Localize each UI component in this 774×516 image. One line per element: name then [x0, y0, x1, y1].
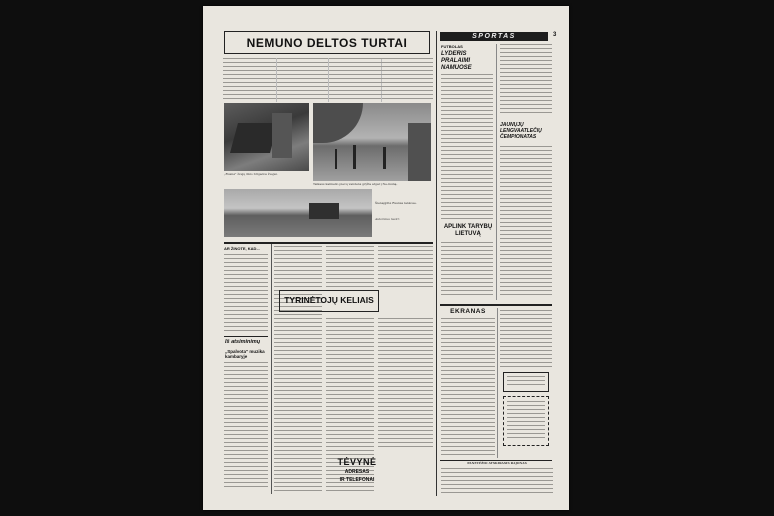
tevyne-title: TĖVYNĖ	[337, 457, 377, 467]
center-column-2	[326, 246, 374, 288]
center-column-3-lower	[378, 318, 433, 452]
notice-box-1-text	[507, 376, 545, 390]
sports-col-2-lower	[500, 146, 552, 300]
riverside-photo	[313, 103, 431, 181]
feature-kicker: Iš atsiminimų	[225, 339, 261, 345]
center-column-3	[378, 246, 433, 288]
center-column-1	[274, 246, 322, 494]
did-you-know-text	[224, 254, 268, 332]
sports-headline: LYDERIS PRALAIMI NAMUOSE	[441, 51, 472, 71]
fishermen-photo	[224, 103, 309, 171]
center-article-title: TYRINĖTOJŲ KELIAIS	[284, 295, 374, 305]
tour-headline: APLINK TARYBŲ LIETUVĄ	[443, 224, 493, 237]
sports-section-title: SPORTAS	[472, 33, 516, 40]
screens-listing-right	[500, 310, 552, 370]
page-number: 3	[553, 32, 557, 38]
tour-text	[441, 242, 493, 300]
photo-credit: Autoriaus nuotr.	[375, 217, 400, 221]
sports-col-1	[441, 74, 493, 222]
fishermen-caption: „Rusnė" žvejų ūkio brigados žvejai.	[224, 172, 278, 176]
riverside-caption: Taikaus kaimelio pievų vandens grįžta atgal į Ne-muną.	[313, 182, 398, 186]
haymaking-caption: Šienapjūtė Rusnės lankose.	[375, 201, 417, 205]
screens-listing-left	[441, 318, 495, 458]
screens-title: EKRANAS	[450, 308, 486, 315]
did-you-know-heading: AR ŽINOTE, KAD...	[224, 246, 260, 251]
tevyne-line-2: IR TELEFONAI	[339, 477, 375, 483]
main-article-title: NEMUNO DELTOS TURTAI	[246, 36, 408, 50]
publisher-details	[441, 468, 553, 496]
sports-col-2	[500, 44, 552, 118]
notice-box-2-text	[507, 401, 545, 443]
athletics-headline: JAUNŲJŲ LENGVAATLEČIŲ ČEMPIONATAS	[500, 122, 542, 140]
feature-title: „Spalvota" muzika kambaryje	[225, 349, 265, 359]
publisher-line: PANEVĖŽIO ATSKIRASIS RAJONAS	[467, 461, 527, 465]
sports-kicker: FUTBOLAS	[441, 44, 463, 49]
haymaking-photo	[224, 189, 372, 237]
main-intro-text-right	[373, 58, 433, 102]
feature-text	[224, 362, 268, 492]
newspaper-page	[203, 6, 569, 510]
tevyne-line-1: ADRESAS	[344, 469, 370, 475]
